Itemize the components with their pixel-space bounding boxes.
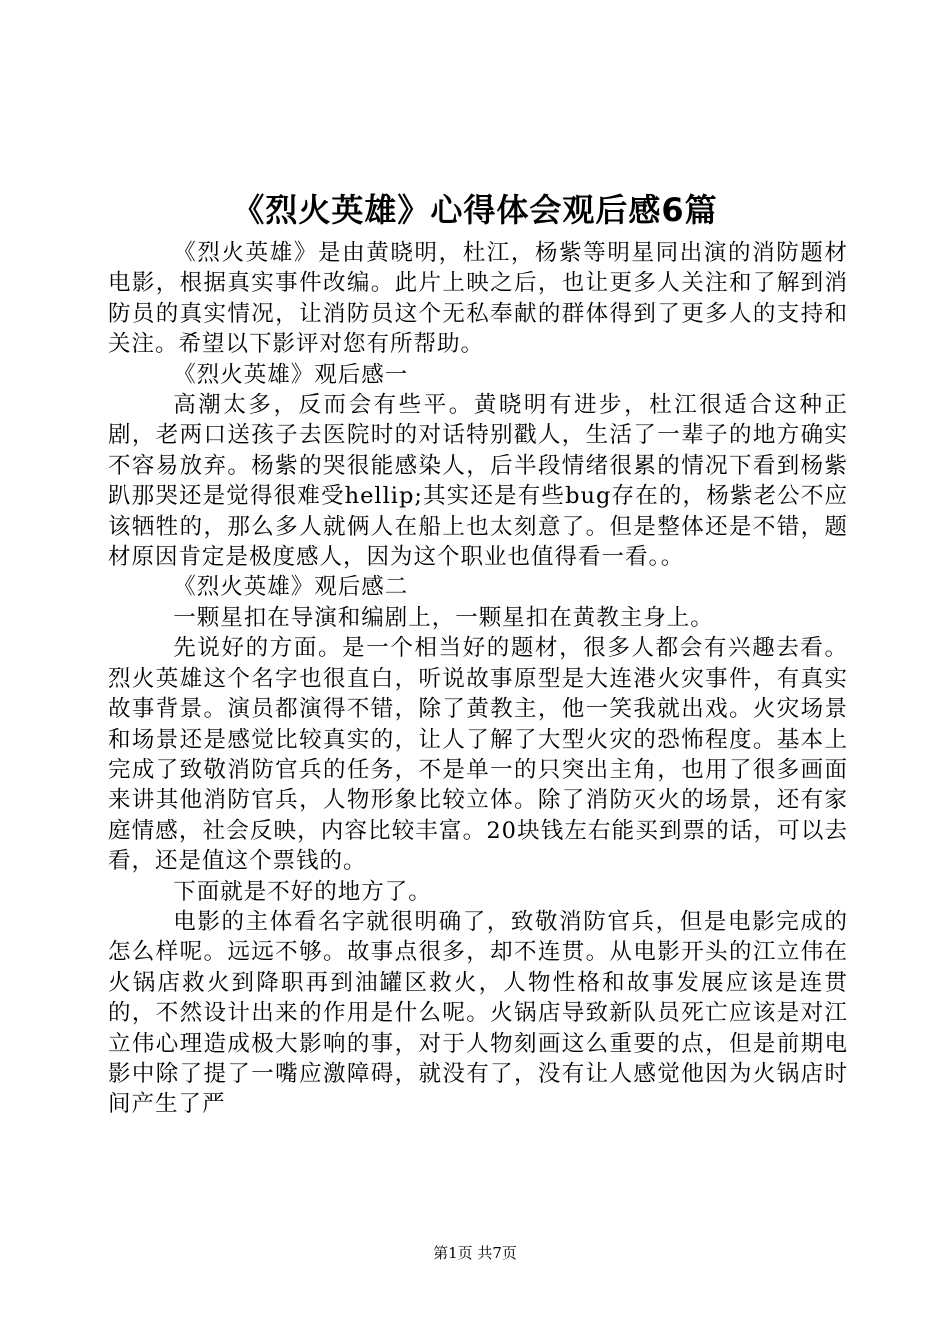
body-paragraph: 高潮太多，反而会有些平。黄晓明有进步，杜江很适合这种正剧，老两口送孩子去医院时的对话特别戳人，生活了一辈子的地方确实不容易放弃。杨紫的哭很能感染人，后半段情绪很累的情况下看到杨紫趴那哭还是觉得很难受hellip;其实还是有些bug存在的，杨紫老公不应该牺牲的，那么多人就俩人在船上也太刻意了。但是整体还是不错，题材原因肯定是极度感人，因为这个职业也值得看一看。。 — [108, 392, 848, 571]
section-heading-1: 《烈火英雄》观后感一 — [173, 361, 409, 388]
intro-paragraph: 《烈火英雄》是由黄晓明，杜江，杨紫等明星同出演的消防题材电影，根据真实事件改编。此片上映之后，也让更多人关注和了解到消防员的真实情况，让消防员这个无私奉献的群体得到了更多人的支持和关注。希望以下影评对您有所帮助。 — [108, 240, 848, 358]
page-footer: 第1页 共7页 — [433, 1244, 517, 1262]
document-title: 《烈火英雄》心得体会观后感6篇 — [232, 191, 718, 229]
body-paragraph: 下面就是不好的地方了。 — [173, 878, 432, 905]
body-paragraph: 先说好的方面。是一个相当好的题材，很多人都会有兴趣去看。烈火英雄这个名字也很直白，听说故事原型是大连港火灾事件，有真实故事背景。演员都演得不错，除了黄教主，他一笑我就出戏。火灾场景和场景还是感觉比较真实的，让人了解了大型火灾的恐怖程度。基本上完成了致敬消防官兵的任务，不是单一的只突出主角，也用了很多画面来讲其他消防官兵，人物形象比较立体。除了消防灭火的场景，还有家庭情感，社会反映，内容比较丰富。20块钱左右能买到票的话，可以去看，还是值这个票钱的。 — [108, 635, 848, 875]
body-paragraph: 电影的主体看名字就很明确了，致敬消防官兵，但是电影完成的怎么样呢。远远不够。故事点很多，却不连贯。从电影开头的江立伟在火锅店救火到降职再到油罐区救火，人物性格和故事发展应该是连贯的，不然设计出来的作用是什么呢。火锅店导致新队员死亡应该是对江立伟心理造成极大影响的事，对于人物刻画这么重要的点，但是前期电影中除了提了一嘴应激障碍，就没有了，没有让人感觉他因为火锅店时间产生了严 — [108, 908, 848, 1118]
section-heading-2: 《烈火英雄》观后感二 — [173, 574, 409, 601]
document-body — [108, 238, 848, 1120]
body-paragraph: 一颗星扣在导演和编剧上，一颗星扣在黄教主身上。 — [173, 604, 714, 631]
